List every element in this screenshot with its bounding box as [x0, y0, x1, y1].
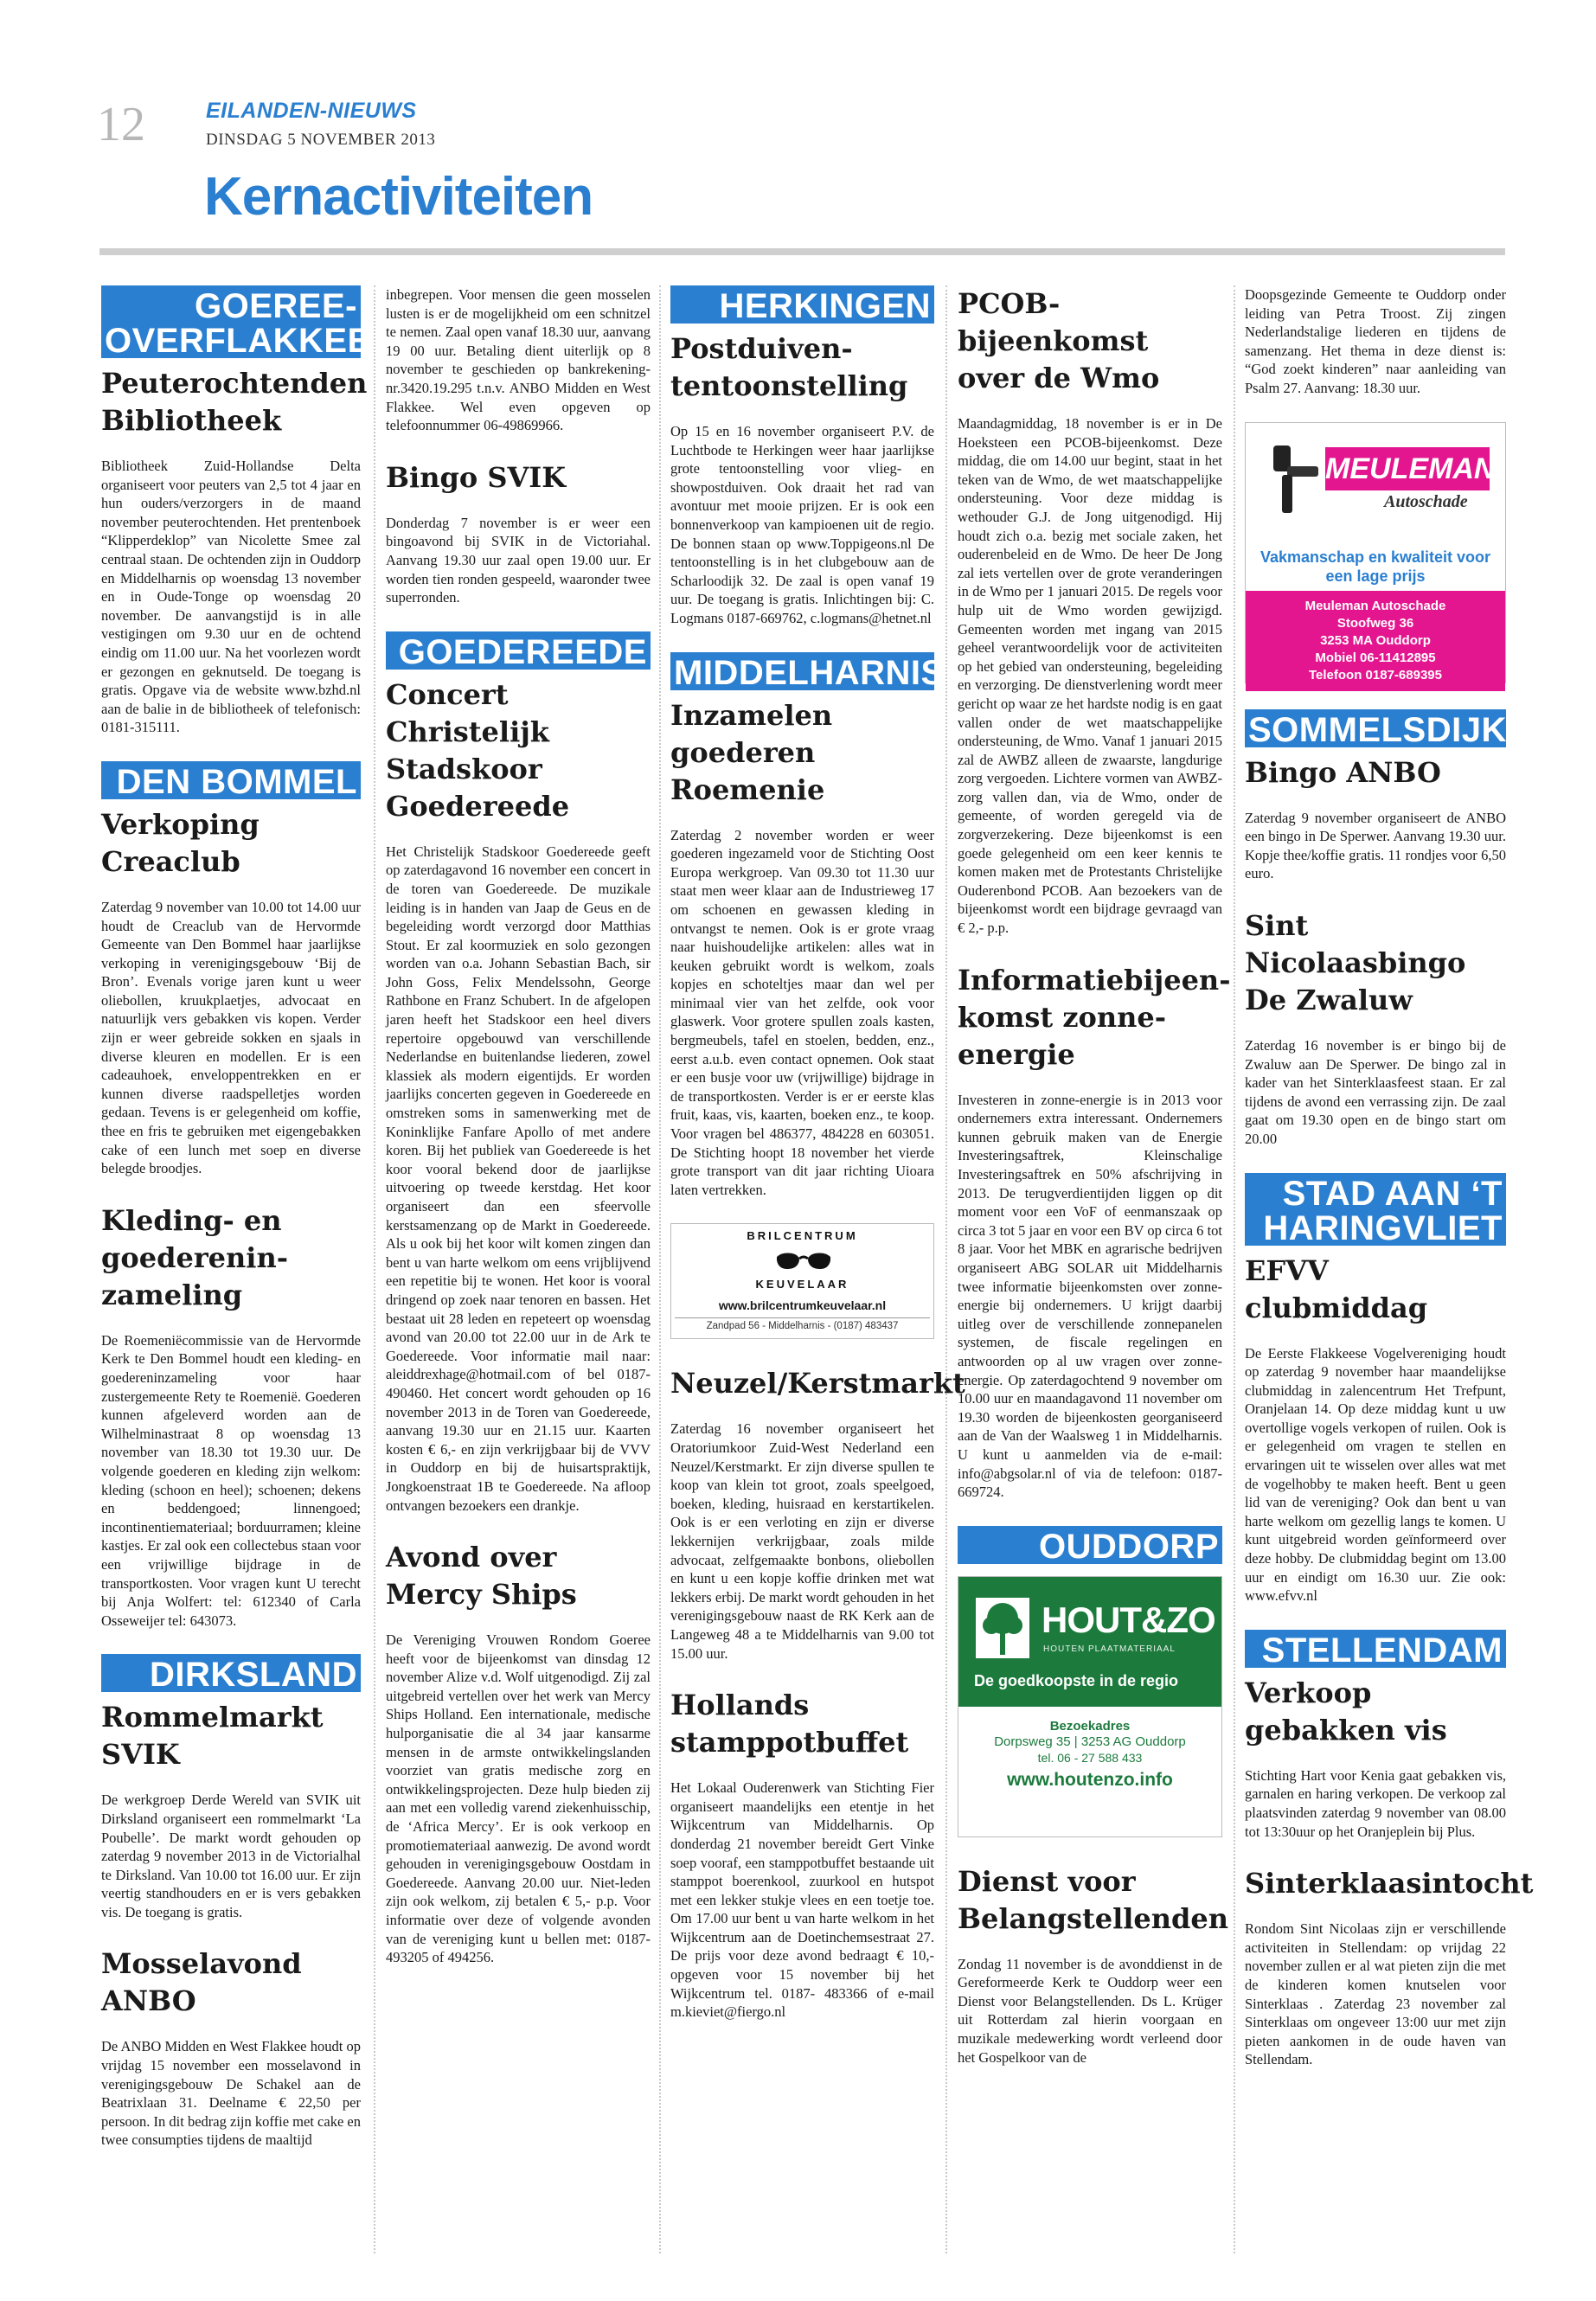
article-title: Dienst voor Belangstellenden: [958, 1864, 1229, 1935]
meuleman-line: 3253 MA Ouddorp: [1320, 632, 1431, 648]
article: [958, 285, 1222, 938]
hout-brand-name: HOUT&ZO: [1042, 1599, 1215, 1640]
column-1: [101, 285, 371, 2253]
meuleman-brand-name: MEULEMAN: [1325, 447, 1490, 490]
meuleman-line: Meuleman Autoschade: [1304, 598, 1446, 613]
column-divider: [945, 285, 947, 2253]
brilcentrum-place: KEUVELAAR: [755, 1278, 849, 1292]
article: [670, 285, 934, 628]
article-body: De Vereniging Vrouwen Rondom Goeree heeft voor de bijeenkomst van dinsdag 12 november Alize v.d. Wolf uitgenodigd. Zij zal uitgebreid vertellen over het werk van Mercy Ships Holland. Een internationale, medische hulporganisatie die al 34 jaar kansarme mensen in de armste ontwikkelingslanden voorziet van gratis medische zorg en ontwikkelingsprojecten. Deze hulp bieden zij aan met een volledig varend ziekenhuisschip, de ‘Africa Mercy’. Er is ook verkoop en promotiemateriaal aanwezig. De avond wordt gehouden in verenigingsgebouw Oostdam in Goedereede. Aanvang 20.00 uur. Niet-leden zijn ook welkom, zij betalen € 5,- p.p. Voor informatie over deze of volgende avonden van de vereniging kunt u bellen met: 0187-493205 of 494256.: [386, 1631, 651, 1966]
article-title: Peuterochtenden Bibliotheek: [101, 367, 368, 437]
article-body: De Roemeniëcommissie van de Hervormde Kerk te Den Bommel houdt een kleding- en goedereninzameling voor haar zustergemeente Rety te Roemenië. Goederen kunnen afgeleverd worden aan de Wilhelminastraat 8 op woensdag 13 november van 18.30 tot 19.30 uur. De volgende goederen en kleding zijn welkom: kleding (schoon en heel); schoenen; dekens en beddengoed; linnengoed; incontinentiemateriaal; borduurramen; kleine kastjes. Er zal ook een collectebus staan voor een vrijwillige bijdrage in de transportkosten. Voor vragen kunt U terecht bij Anja Wolfert: tel: 612340 of Carla Osseweijer tel: 643073.: [101, 1331, 361, 1629]
hout-brand-sub: HOUTEN PLAATMATERIAAL: [1043, 1644, 1176, 1654]
article-title: Hollands stamppotbuffet: [670, 1689, 909, 1759]
article: [386, 285, 651, 435]
hout-en-zo-ad[interactable]: [958, 1576, 1222, 1837]
article-title: Sint Nicolaasbingo De Zwaluw: [1245, 908, 1466, 1016]
article: [386, 459, 651, 607]
article: [670, 1687, 934, 2022]
hout-slogan: De goedkoopste in de regio: [974, 1671, 1179, 1689]
article-title: EFVV clubmiddag: [1245, 1253, 1428, 1324]
tree-icon: [971, 1591, 1035, 1665]
column-divider: [374, 285, 375, 2253]
meuleman-line: Telefoon 0187-689395: [1309, 667, 1442, 683]
article-title: Bingo ANBO: [1245, 755, 1441, 789]
page-header: [0, 0, 1596, 260]
hout-ad-contact: [958, 1707, 1221, 1791]
article-body: Stichting Hart voor Kenia gaat gebakken vis, garnalen en haring verkopen. De verkoop zal plaatsvinden zaterdag 9 november van 08.00 tot 13:30uur op het Oranjeplein bij Plus.: [1245, 1766, 1506, 1840]
article: [1245, 709, 1506, 883]
article: [101, 1654, 361, 1921]
column-divider: [1234, 285, 1235, 2253]
article-body: Rondom Sint Nicolaas zijn er verschillende activiteiten in Stellendam: op vrijdag 22 november zullen er al wat pieten zijn die met de kinderen komen knutselen voor Sinterklaas . Zaterdag 23 november zal Sinterklaas om ongeveer 13:00 uur met zijn pieten aankomen in de oude haven van Stellendam.: [1245, 1920, 1506, 2068]
page-number: 12: [97, 98, 145, 151]
article: [101, 1945, 361, 2150]
article-title: Informatiebijeenkomst zonne-energie: [958, 963, 1231, 1071]
article-body: Zaterdag 16 november is er bingo bij de Zwaluw aan De Sperwer. De bingo zal in kader van het Sinterklaasfeest staan. Er zal tijdens de avond een verrassing zijn. De zaal gaat om 19.30 open en de bingo start om 20.00: [1245, 1036, 1506, 1147]
brilcentrum-url[interactable]: www.brilcentrumkeuvelaar.nl: [718, 1298, 887, 1313]
meuleman-brand-sub: Autoschade: [1384, 491, 1468, 511]
article-body: Zaterdag 9 november van 10.00 tot 14.00 uur houdt de Creaclub van de Hervormde Gemeente van Den Bommel haar jaarlijkse verkoping in verenigingsgebouw ‘Bij de Bron’. Evenals vorige jaren kunt u weer oliebollen, kruukplaetjes, advocaat en natuurlijk vers gebakken vis kopen. Verder zijn er weer gebreide sokken en sjaals in diverse kleuren en modellen. Er is een cadeauhoek, enveloppentrekken en er kunnen diverse raadspelletjes worden gedaan. Tevens is er gelegenheid om koffie, thee en fris te gebruiken met eigengebakken cake of een lunch met soep en diverse belegde broodjes.: [101, 898, 361, 1177]
article-body: Bibliotheek Zuid-Hollandse Delta organiseert voor peuters van 2,5 tot 4 jaar en hun ouders/verzorgers in de maand november peuterochtenden. Het prentenboek “Klipperdeklop” van Nicolette Smee zal centraal staan. De ochtenden zijn in Ouddorp en Middelharnis op woensdag 13 november en in Oude-Tonge op woensdag 20 november. De aanvangstijd is in alle vestigingen om 9.30 uur en de ochtend eindig om 11.00 uur. Na het voorlezen wordt er gezongen en geknutseld. De toegang is gratis. Opgave via de website www.bzhd.nl aan de balie in de bibliotheek of telefonisch: 0181-315111.: [101, 458, 361, 736]
article: [958, 1863, 1229, 2067]
region-band: STELLENDAM: [1245, 1630, 1506, 1668]
article: [1245, 907, 1506, 1149]
hout-label: Bezoekadres: [1049, 1718, 1131, 1734]
article-body: De Eerste Flakkeese Vogelvereniging houdt op zaterdag 9 november haar maandelijkse clubmiddag in zalencentrum Het Trefpunt, Oranjelaan 14. Op deze middag kunt u uw overtollige vogels verkopen of ruilen. Ook is er gelegenheid om vragen te stellen en ervaringen uit te wisselen over alles wat met de vogelhobby te maken heeft. Bent u geen lid van de vereniging? Ook dan bent u van harte welkom om gezellig langs te komen. U kunt uitgebreid worden geïnformeerd over deze hobby. De clubmiddag begint om 13.00 uur en eindigt om 16.30 uur. Zie ook: www.efvv.nl: [1245, 1344, 1506, 1605]
header-rule: [99, 248, 1505, 255]
article-body: Op 15 en 16 november organiseert P.V. de Luchtbode te Herkingen weer haar jaarlijkse grote tentoonstelling voor vlieg- en showpostduiven. Ook draait het rad van avontuur met mooie prijzen. Er is ook een bonnenverkoop van kampioenen uit de regio. De bonnen staan op www.Toppigeons.nl De tentoonstelling is in het clubgebouw aan de Scharloodijk 32. De zaal is open vanaf 19 uur. De toegang is gratis. Inlichtingen bij: C. Logmans 0187-669762, c.logmans@hetnet.nl: [670, 423, 934, 626]
section-title: Kernactiviteiten: [204, 167, 593, 227]
meuleman-logo-area: [1246, 423, 1505, 544]
article-body: Zaterdag 9 november organiseert de ANBO een bingo in De Sperwer. Aanvang 19.30 uur. Kopje thee/koffie gratis. 11 rondjes voor 6,50 euro.: [1245, 809, 1506, 882]
region-band: GOEREE- OVERFLAKKEE: [101, 285, 361, 358]
article-body: Zaterdag 16 november organiseert het Oratoriumkoor Zuid-West Nederland een Neuzel/Kerstmarkt. Er zijn diverse spullen te koop van klein tot groot, zoals speelgoed, boeken, kleding, huisraad en kerstartikelen. Ook is er een verloting en zijn er diverse lekkernijen verkrijgbaar, zoals milde advocaat, zelfgemaakte bonbons, oliebollen en kunt u een kopje koffie drinken met wat lekkers erbij. De markt wordt gehouden in het verenigingsgebouw naast de RK Kerk aan de Langeweg 48 a te Middelharnis van 9.00 tot 15.00 uur.: [670, 1420, 934, 1662]
article-title: Inzamelen goederen Roemenie: [670, 698, 833, 806]
article: [1245, 1865, 1534, 2069]
article-title: Bingo SVIK: [386, 460, 567, 494]
article-title: Concert Christelijk Stadskoor Goedereede: [386, 677, 570, 823]
brilcentrum-address: Zandpad 56 - Middelharnis - (0187) 483437: [675, 1317, 930, 1331]
article-body: Donderdag 7 november is er weer een bingoavond bij SVIK in de Victoriahal. Aanvang 19.30 uur zaal open 19.00 uur. Er worden tien ronden gespeeld, waaronder twee superronden.: [386, 514, 651, 606]
meuleman-line: Mobiel 06-11412895: [1315, 650, 1436, 665]
hout-ad-banner: [958, 1577, 1221, 1707]
column-divider: [659, 285, 661, 2253]
article-body: Het Christelijk Stadskoor Goedereede geeft op zaterdagavond 16 november een concert in de toren van Goedereede. De muzikale leiding is in handen van Jaap de Geus en de begeleiding wordt verzorgd door Matthias Stout. Er zal koormuziek en solo gezongen worden van o.a. Johann Sebastian Bach, sir John Goss, Felix Mendelssohn, George Rathbone en Franz Schubert. In de afgelopen jaren heeft het Stadskoor een heel divers repertoire opgebouwd van verschillende Nederlandse en buitenlandse liederen, zowel klassiek als modern eigentijds. Er worden jaarlijks concerten gegeven in Goedereede en omstreken soms in samenwerking met de Koninklijke Fanfare Apollo of met andere koren. Bij het publiek van Goedereede is het koor vooral bekend door de jaarlijkse uitvoering op tweede kerstdag. Het koor organiseert dan een sfeervolle kerstsamenzang op de Markt in Goedereede. Als u ook bij het koor wilt komen zingen dan bent u van harte welkom om eens vrijblijvend een repetitie bij te wonen. Het koor is vooral dringend op zoek naar tenoren en bassen. Het bestaat uit 28 leden en repeteert op woensdag avond van 20.00 tot 22.00 uur in de Ark te Goedereede. Voor informatie mail naar: aleiddrexhage@hotmail.com of bel 0187-490460. Het concert wordt gehouden op 16 november 2013 in de Toren van Goedereede, aanvang 19.30 uur en 21.15 uur. Kaarten kosten € 6,- en zijn verkrijgbaar bij de VVV in Ouddorp en bij de huisartspraktijk, Jongkoenstraat 1B te Goedereede. Na afloop ontvangen bezoekers een drankje.: [386, 843, 651, 1514]
article-title: Avond over Mercy Ships: [386, 1541, 577, 1612]
article-body: Zaterdag 2 november worden er weer goederen ingezameld voor de Stichting Oost Europa werkgroep. Van 09.30 tot 11.30 uur staat men weer klaar aan de Industrieweg 17 om schoenen en gewassen kleding in ontvangst te nemen. Ook is er grote vraag naar huishoudelijke artikelen: alles wat in keuken gebruikt wordt is welkom, zoals kopjes en schoteltjes maar dan wel per minimaal vier van het zelfde, ook voor glaswerk. Voor grotere spullen zoals kasten, bergmeubels, tafel en stoelen, bedden, enz., eerst a.u.b. even contact opnemen. Ook staat er een busje voor uw (vrijwillige) bijdrage in de transportkosten. Verder is er er eerste klas fruit, kaas, vis, kaarten, boeken enz., te koop. Voor vragen bel 486377, 484228 en 603051. De Stichting hoopt 18 november het vierde grote transport van dit jaar richting Uioara laten vertrekken.: [670, 826, 934, 1198]
article-body: Investeren in zonne-energie is in 2013 voor ondernemers extra interessant. Ondernemers kunnen gebruik maken van de Energie Investeringsaftrek, Kleinschalige Investeringsaftrek en 50% afschrijving in 2013. De terugverdientijden liggen op dit moment voor een VoF of eenmanszaak op circa 3 tot 5 jaar en voor een BV op circa 6 tot 8 jaar. Voor het MBK en agrarische bedrijven organiseert ABG SOLAR uit Middelharnis twee informatie bijeenkomsten over zonne-energie bij ondernemers. U krijgt daarbij uitleg over de verschillende zonnepanelen systemen, de fiscale regelingen en antwoorden op al uw vragen over zonne-energie. Op zaterdagochtend 9 november om 10.00 uur en maandagavond 11 november om 19.30 worden de bijeenkosten georganiseerd aan de Van der Waalsweg 1 in Middelharnis. U kunt u aanmelden via de e-mail: info@abgsolar.nl of via de telefoon: 0187-669724.: [958, 1091, 1222, 1501]
brilcentrum-name: BRILCENTRUM: [747, 1229, 858, 1243]
glasses-icon: [773, 1248, 834, 1274]
region-band-ouddorp: OUDDORP: [958, 1526, 1222, 1564]
region-band: DEN BOMMEL: [101, 761, 361, 799]
column-3: [670, 285, 965, 2253]
region-band: STAD AAN ‘T HARINGVLIET: [1245, 1173, 1506, 1246]
article: [1245, 1630, 1506, 1841]
meuleman-ad[interactable]: [1245, 422, 1506, 683]
article: [670, 652, 945, 1200]
hout-phone: tel. 06 - 27 588 433: [1037, 1750, 1143, 1765]
article: [1245, 285, 1506, 398]
article: [101, 761, 361, 1178]
meuleman-slogan: Vakmanschap en kwaliteit voor een lage prijs: [1259, 548, 1491, 585]
article-title: Rommelmarkt SVIK: [101, 1701, 324, 1772]
region-band: MIDDELHARNIS: [670, 652, 934, 690]
article-title: Kleding- en goedereninzameling: [101, 1203, 288, 1311]
article-title: Sinterklaasintocht: [1245, 1867, 1534, 1900]
hout-address: Dorpsweg 35 | 3253 AG Ouddorp: [994, 1734, 1186, 1749]
region-band: GOEDEREEDE: [386, 631, 651, 670]
article-body: Zondag 11 november is de avonddienst in de Gereformeerde Kerk te Ouddorp weer een Dienst voor Belangstellenden. Ds L. Krüger uit Rotterdam zal hierin voorgaan en muzikale medewerking wordt verleend door het Gospelkoor van de: [958, 1955, 1222, 2066]
article-title: Neuzel/Kerstmarkt: [670, 1367, 965, 1400]
issue-date: DINSDAG 5 NOVEMBER 2013: [206, 131, 436, 149]
newspaper-logo: EILANDEN-NIEUWS: [206, 99, 417, 123]
article-title: Mosselavond ANBO: [101, 1947, 302, 2018]
article: [386, 631, 651, 1515]
article: [101, 1202, 361, 1631]
article-body: Het Lokaal Ouderenwerk van Stichting Fier organiseert maandelijks een etentje in het Wijkcentrum van Middelharnis. Op donderdag 21 november bereidt Gert Vinke soep vooraf, een stamppotbuffet bestaande uit stamppot boerenkool, zuurkool en hutspot met een lekker stukje vlees en een toetje toe. Om 17.00 uur bent u van harte welkom in het Wijkcentrum aan de Doetinchemsestraat 27. De prijs voor deze avond bedraagt € 10,- opgeven voor 15 november bij het Wijkcentrum tel. 0187- 483366 of e-mail m.kieviet@fiergo.nl: [670, 1779, 934, 2021]
article: [958, 962, 1231, 1502]
spray-gun-icon: [1265, 440, 1324, 518]
region-band: DIRKSLAND: [101, 1654, 361, 1692]
article-body: De werkgroep Derde Wereld van SVIK uit Dirksland organiseert een rommelmarkt ‘La Poubelle’. De markt wordt gehouden op zaterdag 9 november 2013 in de Victorialhal te Dirksland. Van 10.00 tot 16.00 uur. Er zijn veertig standhouders en er is vers gebakken vis. De toegang is gratis.: [101, 1791, 361, 1920]
article: [1245, 1173, 1506, 1606]
column-5: [1245, 285, 1534, 2253]
article-title: Postduivententoonstelling: [670, 332, 908, 402]
article: [386, 1539, 651, 1967]
meuleman-contact: [1246, 591, 1505, 691]
column-2: [386, 285, 651, 2253]
article-body: inbegrepen. Voor mensen die geen mosselen lusten is er de mogelijkheid om een schnitzel te nemen. Zaal open vanaf 18.30 uur, aanvang 19 00 uur. Betaling dient uiterlijk op 8 november te geschieden op bankrekening-nr.3420.19.295 t.n.v. ANBO Midden en West Flakkee. Wel even opgeven op telefoonnummer 06-49869966.: [386, 286, 651, 434]
column-4: [958, 285, 1231, 2253]
region-band: SOMMELSDIJK: [1245, 709, 1506, 747]
article-body: De ANBO Midden en West Flakkee houdt op vrijdag 15 november een mosselavond in verenigingsgebouw De Schakel aan de Beatrixlaan 31. Deelname € 22,50 per persoon. In dit bedrag zijn koffie met cake en twee consumpties tijdens de maaltijd: [101, 2038, 361, 2149]
article: [670, 1365, 965, 1663]
article-title: Verkoping Creaclub: [101, 807, 260, 878]
article-title: PCOB-bijeenkomst over de Wmo: [958, 287, 1160, 394]
region-band: HERKINGEN: [670, 285, 934, 324]
article: [101, 285, 371, 737]
hout-url[interactable]: www.houtenzo.info: [1007, 1769, 1173, 1790]
article-body: Maandagmiddag, 18 november is er in De Hoeksteen een PCOB-bijeenkomst. Deze middag, die om 14.00 uur begint, staat in het teken van de Wmo, de wet maatschappelijke ondersteuning. Voor deze middag is wethouder G.J. de Jong uitgenodigd. Hij houdt zich o.a. bezig met sociale zaken, het ouderenbeleid en de Wmo. De heer De Jong zal iets vertellen over de grote veranderingen in de Wmo per 1 januari 2015. De regels voor hulp uit de Wmo worden gewijzigd. Gemeenten worden met ingang van 2015 geheel verantwoordelijk voor de activiteiten op het gebied van ondersteuning, begeleiding en verzorging. De dienstverlening wordt meer gericht op waar ze het hardste nodig is en gaat vallen onder de wet maatschappelijke ondersteuning, de Wmo. Vanaf 1 januari 2015 zal de AWBZ alleen de zwaarste, langdurige zorg vergoeden. Lichtere vormen van AWBZ-zorg vallen dan, via de Wmo, onder de gemeente, of worden geregeld via de zorgverzekering. Deze bijeenkomst is een goede gelegenheid om een keer kennis te komen maken met de Protestants Christelijke Ouderenbond PCOB. Aan bezoekers van de bijeenkomst wordt een bijdrage gevraagd van € 2,- p.p.: [958, 415, 1222, 937]
brilcentrum-ad[interactable]: [670, 1223, 934, 1339]
article-body: Doopsgezinde Gemeente te Ouddorp onder leiding van Petra Troost. Zij zingen Nederlandstalige liederen en tijdens de samenzang. Het thema in deze dienst is: “God zoekt kinderen” naar aanleiding van Psalm 27. Aanvang: 18.30 uur.: [1245, 286, 1506, 396]
meuleman-line: Stoofweg 36: [1336, 615, 1414, 631]
article-title: Verkoop gebakken vis: [1245, 1676, 1447, 1747]
